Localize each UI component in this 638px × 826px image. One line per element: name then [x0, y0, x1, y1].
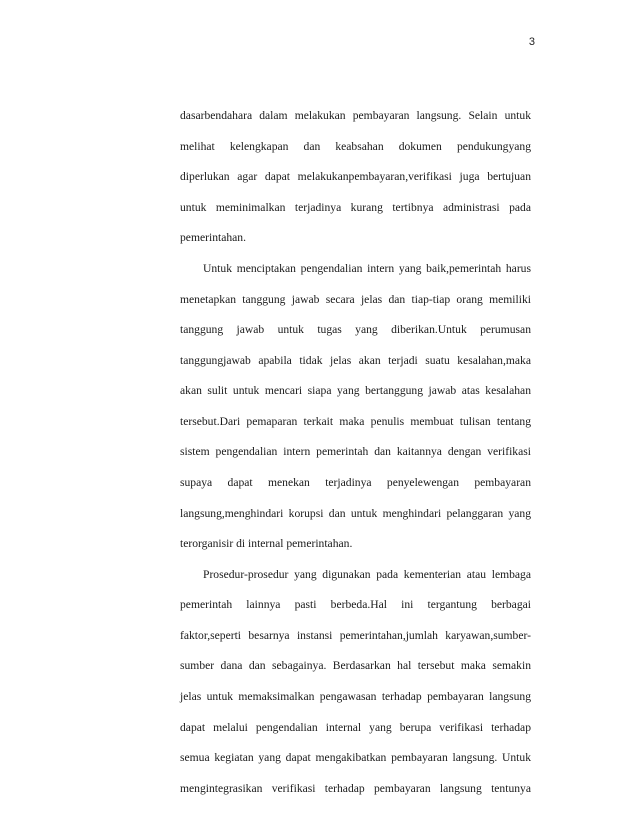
- text-line: tersebut.Dari pemaparan terkait maka penulis membuat tulisan tentang: [180, 415, 531, 428]
- text-line: sumber dana dan sebagainya. Berdasarkan hal tersebut maka semakin: [180, 659, 531, 672]
- text-line: faktor,seperti besarnya instansi pemerintahan,jumlah karyawan,sumber-: [180, 629, 531, 642]
- text-line: dasarbendahara dalam melakukan pembayaran langsung. Selain untuk: [180, 109, 531, 122]
- text-line: tanggung jawab untuk tugas yang diberikan.Untuk perumusan: [180, 323, 531, 336]
- text-line: terorganisir di internal pemerintahan.: [180, 537, 353, 550]
- text-line: diperlukan agar dapat melakukanpembayaran,verifikasi juga bertujuan: [180, 170, 531, 183]
- text-line: langsung,menghindari korupsi dan untuk menghindari pelanggaran yang: [180, 507, 531, 520]
- text-line: mengintegrasikan verifikasi terhadap pembayaran langsung tentunya: [180, 782, 531, 795]
- text-line: semua kegiatan yang dapat mengakibatkan pembayaran langsung. Untuk: [180, 751, 531, 764]
- text-line: Untuk menciptakan pengendalian intern yang baik,pemerintah harus: [203, 262, 531, 275]
- text-line: pemerintah lainnya pasti berbeda.Hal ini tergantung berbagai: [180, 598, 531, 611]
- text-line: dapat melalui pengendalian internal yang berupa verifikasi terhadap: [180, 721, 531, 734]
- text-line: pemerintahan.: [180, 231, 246, 244]
- text-line: menetapkan tanggung jawab secara jelas dan tiap-tiap orang memiliki: [180, 293, 531, 306]
- text-line: akan sulit untuk mencari siapa yang bertanggung jawab atas kesalahan: [180, 384, 531, 397]
- text-line: Prosedur-prosedur yang digunakan pada kementerian atau lembaga: [203, 568, 531, 581]
- text-line: untuk meminimalkan terjadinya kurang tertibnya administrasi pada: [180, 201, 531, 214]
- text-line: sistem pengendalian intern pemerintah dan kaitannya dengan verifikasi: [180, 445, 531, 458]
- page-number: 3: [528, 36, 535, 48]
- text-line: jelas untuk memaksimalkan pengawasan terhadap pembayaran langsung: [180, 690, 531, 703]
- text-line: melihat kelengkapan dan keabsahan dokumen pendukungyang: [180, 140, 531, 153]
- text-line: tanggungjawab apabila tidak jelas akan terjadi suatu kesalahan,maka: [180, 354, 531, 367]
- text-line: supaya dapat menekan terjadinya penyelewengan pembayaran: [180, 476, 531, 489]
